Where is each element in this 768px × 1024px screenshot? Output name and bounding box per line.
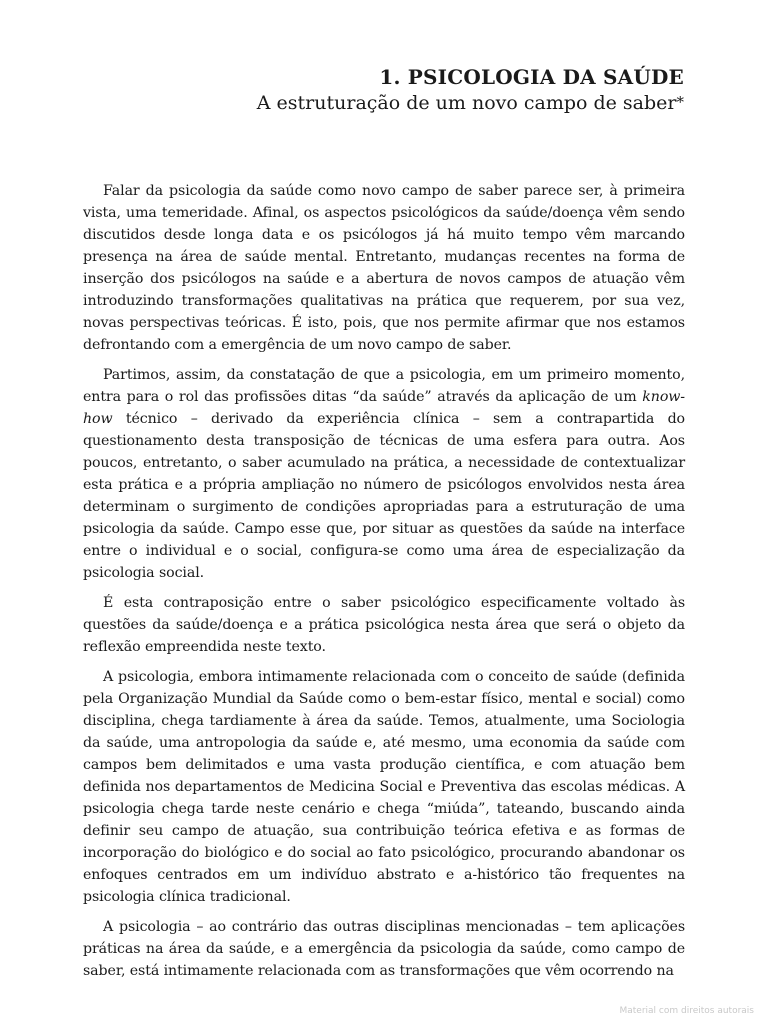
chapter-title: 1. PSICOLOGIA DA SAÚDE — [379, 65, 684, 89]
paragraph-1: Falar da psicologia da saúde como novo campo de saber parece ser, à primeira vista, uma temeridade. Afinal, os aspectos psicológicos da saúde/doença vêm sendo discutidos desde longa data e os psicólogos já há muito tempo vêm marcando presença na área de saúde mental. Entretanto, mudanças recentes na forma de inserção dos psicólogos na saúde e a abertura de novos campos de atuação vêm introduzindo transformações qualitativas na prática que requerem, por sua vez, novas perspectivas teóricas. É isto, pois, que nos permite afirmar que nos estamos defrontando com a emergência de um novo campo de saber. — [83, 183, 685, 353]
italic-term: know-how — [83, 389, 685, 427]
chapter-subtitle — [257, 90, 684, 116]
chapter-header — [257, 64, 684, 116]
paragraph-2: Partimos, assim, da constatação de que a psicologia, em um primeiro momento, entra para o rol das profissões ditas “da saúde” através da aplicação de um know-how técnico – derivado da experiência clínica – sem a contrapartida do questionamento desta transposição de técnicas de uma esfera para outra. Aos poucos, entretanto, o saber acumulado na prática, a necessidade de contextualizar esta prática e a própria ampliação no número de psicólogos envolvidos nesta área determinam o surgimento de condições apropriadas para a estruturação de uma psicologia da saúde. Campo esse que, por situar as questões da saúde na interface entre o individual e o social, configura-se como uma área de especialização da psicologia social. — [83, 367, 685, 581]
chapter-subtitle-text: A estruturação de um novo campo de saber — [256, 92, 677, 114]
paragraph-4: A psicologia, embora intimamente relacionada com o conceito de saúde (definida pela Organização Mundial da Saúde como o bem-estar físico, mental e social) como disciplina, chega tardiamente à área da saúde. Temos, atualmente, uma Sociologia da saúde, uma antropologia da saúde e, até mesmo, uma economia da saúde com campos bem delimitados e uma vasta produção científica, e com atuação bem definida nos departamentos de Medicina Social e Preventiva das escolas médicas. A psicologia chega tarde neste cenário e chega “miúda”, tateando, buscando ainda definir seu campo de atuação, sua contribuição teórica efetiva e as formas de incorporação do biológico e do social ao fato psicológico, procurando abandonar os enfoques centrados em um indivíduo abstrato e a-histórico tão frequentes na psicologia clínica tradicional. — [83, 669, 685, 905]
copyright-watermark: Material com direitos autorais — [619, 1006, 754, 1016]
paragraph-3: É esta contraposição entre o saber psicológico especificamente voltado às questões da saúde/doença e a prática psicológica nesta área que será o objeto da reflexão empreendida neste texto. — [83, 595, 685, 655]
footnote-marker: * — [676, 93, 684, 111]
paragraph-5: A psicologia – ao contrário das outras disciplinas mencionadas – tem aplicações práticas na área da saúde, e a emergência da psicologia da saúde, como campo de saber, está intimamente relacionada com as transformações que vêm ocorrendo na — [83, 919, 685, 979]
body-text — [83, 180, 685, 990]
